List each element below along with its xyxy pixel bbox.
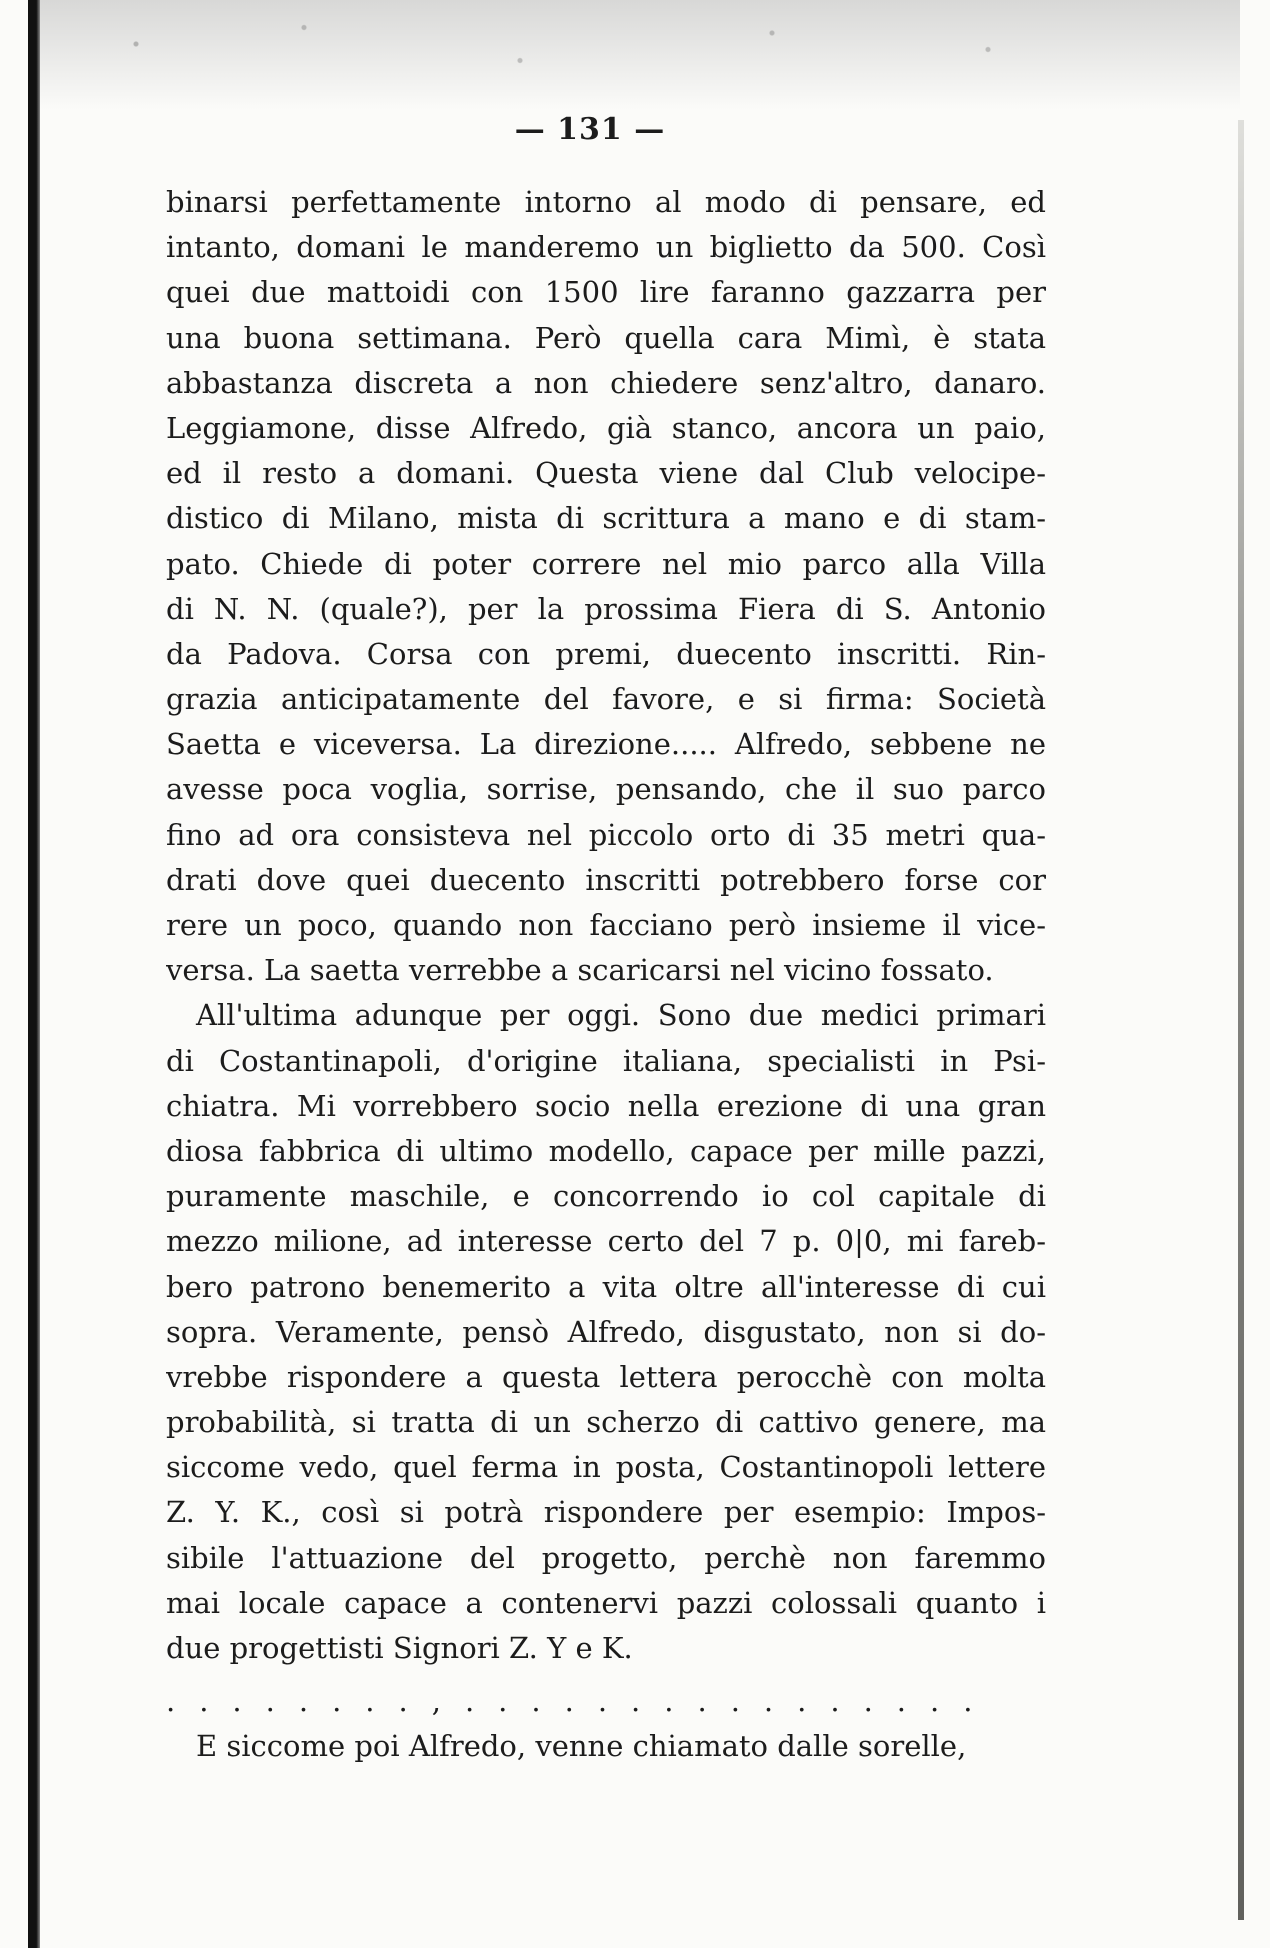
text-line: Saetta e viceversa. La direzione..... Alfredo, sebbene ne <box>166 727 1046 762</box>
text-line: distico di Milano, mista di scrittura a mano e di stam- <box>166 501 1046 536</box>
text-line: fino ad ora consisteva nel piccolo orto di 35 metri qua- <box>166 817 1046 852</box>
binding-shadow <box>28 0 40 1948</box>
text-line: avesse poca voglia, sorrise, pensando, che il suo parco <box>166 772 1046 807</box>
final-line: E siccome poi Alfredo, venne chiamato dalle sorelle, <box>196 1729 967 1764</box>
text-line: ed il resto a domani. Questa viene dal Club velocipe- <box>166 456 1046 491</box>
text-line: rere un poco, quando non facciano però insieme il vice- <box>166 908 1046 942</box>
text-line: probabilità, si tratta di un scherzo di cattivo genere, ma <box>166 1405 1046 1440</box>
page-number: — 131 — <box>514 112 666 147</box>
text-line: chiatra. Mi vorrebbero socio nella erezione di una gran <box>166 1088 1046 1123</box>
text-line: una buona settimana. Però quella cara Mimì, è stata <box>166 320 1046 355</box>
text-line: sopra. Veramente, pensò Alfredo, disgustato, non si do- <box>166 1314 1046 1349</box>
text-line: quei due mattoidi con 1500 lire faranno gazzarra per <box>166 275 1046 310</box>
body-text <box>166 180 1046 1770</box>
text-line-italic: siccome vedo, quel ferma in posta, Costantinopoli lettere <box>166 1450 1046 1485</box>
text-line: bero patrono benemerito a vita oltre all'interesse di cui <box>166 1269 1046 1304</box>
scan-noise <box>40 0 1240 110</box>
text-line: due progettisti Signori Z. Y e K. <box>166 1631 633 1665</box>
page-edge <box>1238 120 1244 1920</box>
text-line: drati dove quei duecento inscritti potrebbero forse cor <box>166 862 1046 897</box>
text-line: Leggiamone, disse Alfredo, già stanco, ancora un paio, <box>166 410 1046 445</box>
text-line: puramente maschile, e concorrendo io col capitale di <box>166 1179 1046 1214</box>
text-line: da Padova. Corsa con premi, duecento inscritti. Rin- <box>166 636 1046 671</box>
text-line: Z. Y. K., così si potrà rispondere per esempio: Impos- <box>166 1495 1046 1530</box>
text-line: vrebbe rispondere a questa lettera perocchè con molta <box>166 1359 1046 1394</box>
text-line: binarsi perfettamente intorno al modo di pensare, ed <box>166 185 1046 219</box>
text-line: diosa fabbrica di ultimo modello, capace per mille pazzi, <box>166 1133 1046 1168</box>
section-separator: ........,................ <box>166 1684 997 1719</box>
text-line: versa. La saetta verrebbe a scaricarsi nel vicino fossato. <box>166 953 994 988</box>
paragraph-start-line: All'ultima adunque per oggi. Sono due medici primari <box>196 998 1046 1033</box>
text-line: abbastanza discreta a non chiedere senz'altro, danaro. <box>166 365 1046 400</box>
text-line: mai locale capace a contenervi pazzi colossali quanto i <box>166 1585 1046 1620</box>
text-line: grazia anticipatamente del favore, e si firma: Società <box>166 682 1046 717</box>
text-line: pato. Chiede di poter correre nel mio parco alla Villa <box>166 546 1046 581</box>
text-line: intanto, domani le manderemo un biglietto da 500. Così <box>166 230 1046 265</box>
text-line: di Costantinapoli, d'origine italiana, specialisti in Psi- <box>166 1043 1046 1078</box>
text-line: di N. N. (quale?), per la prossima Fiera di S. Antonio <box>166 591 1046 626</box>
text-line: sibile l'attuazione del progetto, perchè non faremmo <box>166 1540 1046 1575</box>
text-line: mezzo milione, ad interesse certo del 7 p. 0|0, mi fareb- <box>166 1224 1046 1259</box>
